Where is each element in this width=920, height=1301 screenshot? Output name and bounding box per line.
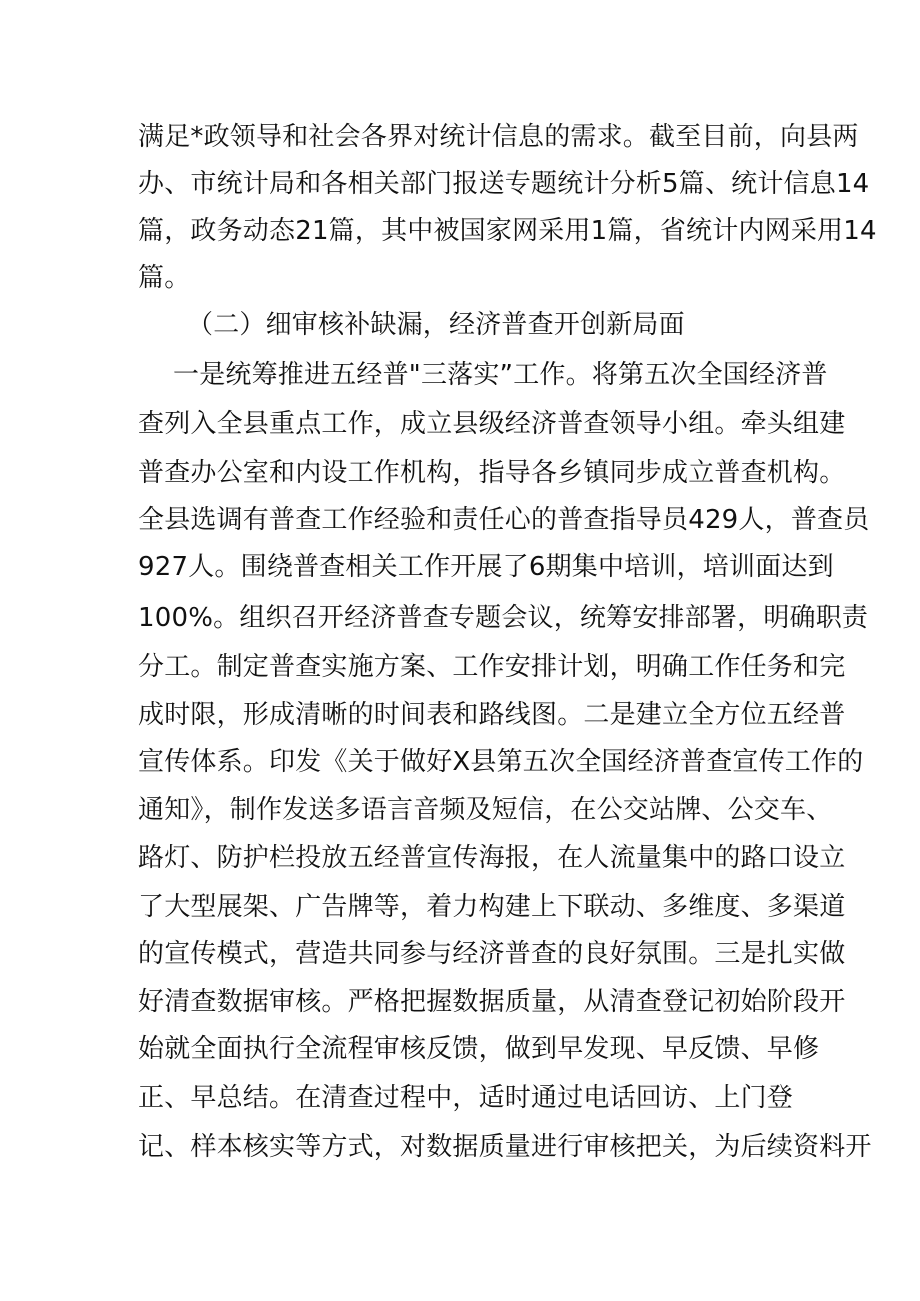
- text-line-8: 普查办公室和内设工作机构，指导各乡镇同步成立普查机构。: [138, 458, 846, 488]
- text-line-2: 办、市统计局和各相关部门报送专题统计分析5篇、统计信息14: [138, 169, 870, 199]
- text-line-13: 成时限，形成清晰的时间表和路线图。二是建立全方位五经普: [138, 700, 846, 730]
- text-line-4: 篇。: [138, 263, 191, 293]
- text-line-14: 宣传体系。印发《关于做好X县第五次全国经济普查宣传工作的: [138, 747, 864, 777]
- text-line-1: 满足*政领导和社会各界对统计信息的需求。截至目前，向县两: [138, 122, 859, 152]
- text-line-22: 记、样本核实等方式，对数据质量进行审核把关，为后续资料开: [138, 1132, 872, 1162]
- text-line-16: 路灯、防护栏投放五经普宣传海报，在人流量集中的路口设立: [138, 843, 846, 873]
- text-line-9: 全县选调有普查工作经验和责任心的普查指导员429人，普查员: [138, 505, 870, 535]
- text-line-15: 通知》，制作发送多语言音频及短信，在公交站牌、公交车、: [138, 795, 833, 825]
- text-line-7: 查列入全县重点工作，成立县级经济普查领导小组。牵头组建: [138, 409, 846, 439]
- text-line-19: 好清查数据审核。严格把握数据质量，从清查登记初始阶段开: [138, 987, 846, 1017]
- section-heading: （二）细审核补缺漏，经济普查开创新局面: [187, 310, 685, 340]
- text-line-17: 了大型展架、广告牌等，着力构建上下联动、多维度、多渠道: [138, 892, 846, 922]
- paragraph-first-line: 一是统筹推进五经普"三落实”工作。将第五次全国经济普: [173, 360, 828, 390]
- text-line-10: 927人。围绕普查相关工作开展了6期集中培训，培训面达到: [138, 552, 834, 582]
- text-line-3: 篇，政务动态21篇，其中被国家网采用1篇，省统计内网采用14: [138, 216, 877, 246]
- text-line-21: 正、早总结。在清查过程中，适时通过电话回访、上门登: [138, 1083, 794, 1113]
- text-line-18: 的宣传模式，营造共同参与经济普查的良好氛围。三是扎实做: [138, 939, 846, 969]
- text-line-11: 100%。组织召开经济普查专题会议，统筹安排部署，明确职责: [138, 603, 869, 633]
- text-line-20: 始就全面执行全流程审核反馈，做到早发现、早反馈、早修: [138, 1034, 820, 1064]
- text-line-12: 分工。制定普查实施方案、工作安排计划，明确工作任务和完: [138, 652, 846, 682]
